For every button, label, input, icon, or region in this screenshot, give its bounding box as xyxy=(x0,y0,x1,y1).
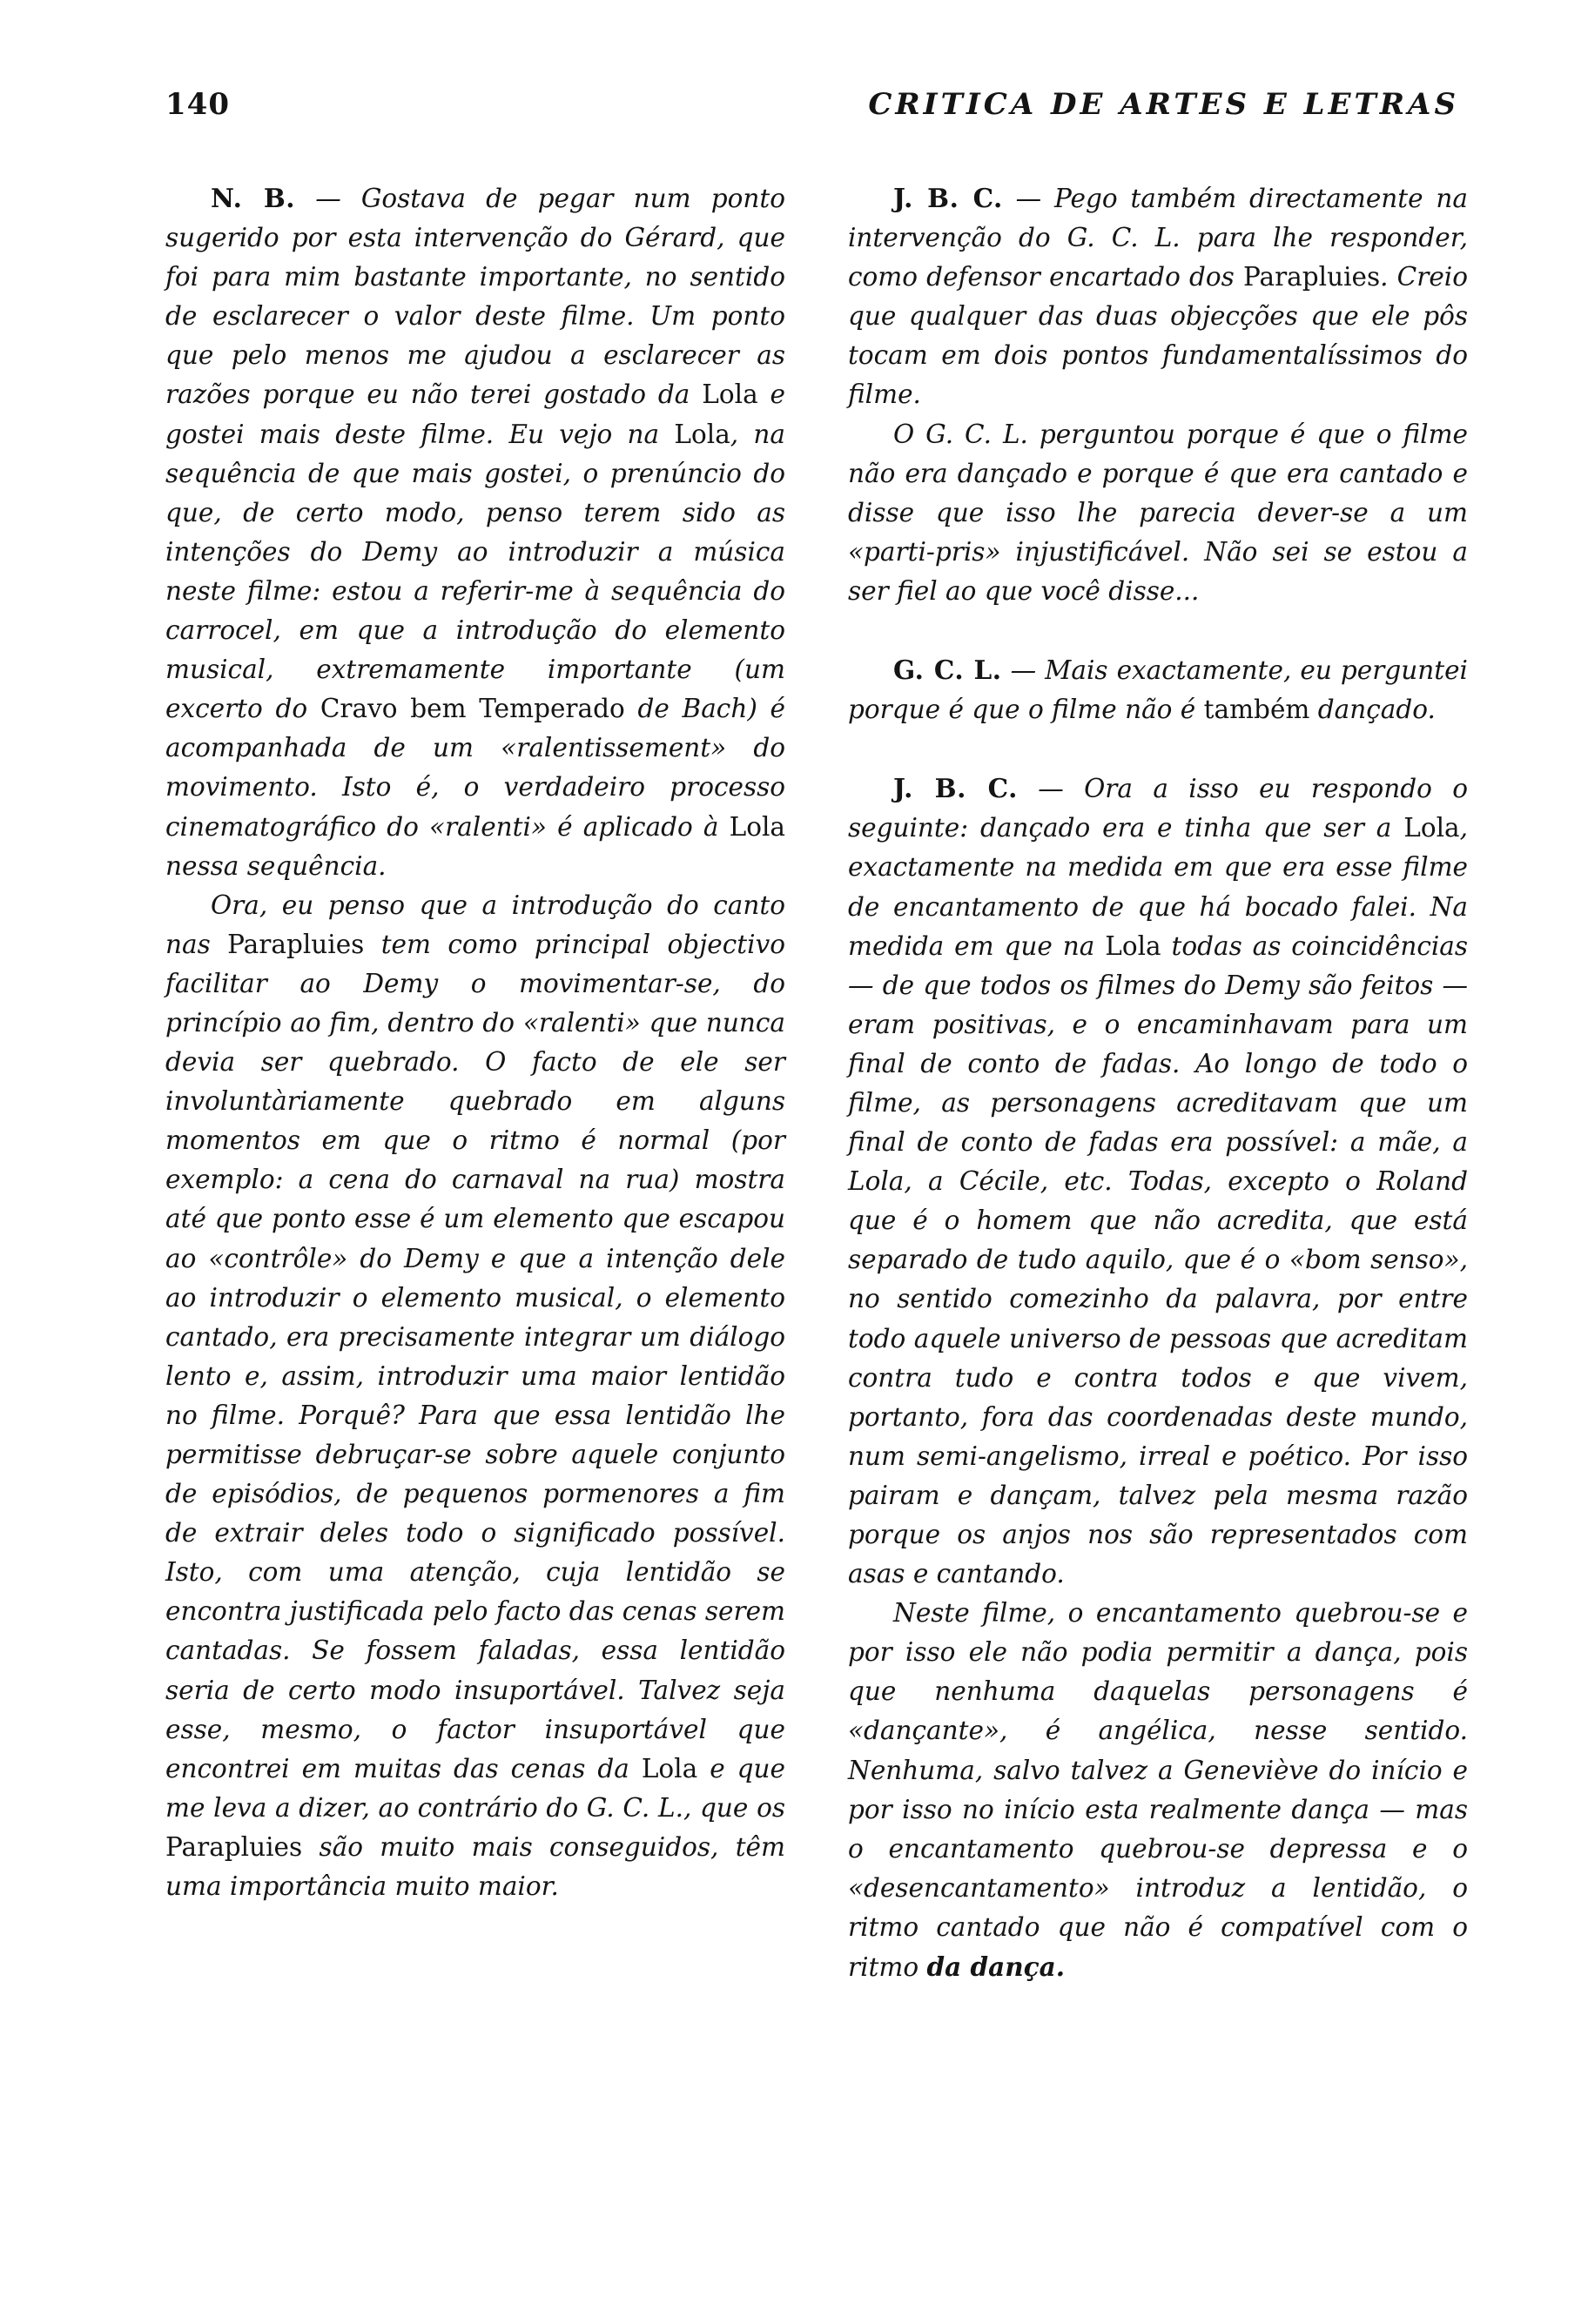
text-run: — Gostava de pegar num ponto sugerido por esta intervenção do Gérard, que foi para mim bastante importante, no sentido de esclarecer o valor deste filme. Um ponto que pelo menos me ajudou a esclarecer as razões porque eu não terei gostado da xyxy=(165,184,785,410)
text-run: , exactamente na medida em que era esse filme de encantamento de que há bocado falei. Na medida em que na xyxy=(848,813,1468,961)
title-run: Lola xyxy=(729,811,785,842)
text-run: são muito mais conseguidos, têm uma importância muito maior. xyxy=(165,1831,785,1902)
text-run: , na sequência de que mais gostei, o prenúncio do que, de certo modo, penso terem sido as intenções do Demy ao introduzir a música neste filme: estou a referir-me à sequência do carrocel, em que a introdução do elemento musical, extremamente importante (um excerto do xyxy=(165,419,786,724)
paragraph-gcl xyxy=(848,650,1468,729)
running-title: CRITICA DE ARTES E LETRAS xyxy=(868,87,1459,122)
page-number: 140 xyxy=(165,87,230,122)
left-column xyxy=(165,178,785,1906)
speaker-label: G. C. L. xyxy=(893,655,1002,686)
text-run: — Mais exactamente, eu perguntei porque é que o filme não é xyxy=(848,655,1468,725)
paragraph-jbc-2-continued xyxy=(848,1594,1468,1987)
text-run: O G. C. L. perguntou porque é que o filme não era dançado e porque é que era cantado e disse que isso lhe parecia dever-se a um «parti-pris» injustificável. Não sei se estou a ser fiel ao que você disse... xyxy=(848,419,1468,606)
text-run: . Creio que qualquer das duas objecções que ele pôs tocam em dois pontos fundamentalíssimos do filme. xyxy=(848,262,1468,410)
paragraph-jbc-1 xyxy=(848,178,1468,415)
right-column xyxy=(848,178,1468,1987)
text-run: de Bach) é acompanhada de um «ralentissement» do movimento. Isto é, o verdadeiro processo cinematográfico do «ralenti» é aplicado à xyxy=(165,694,786,842)
paragraph-jbc-1-continued xyxy=(848,415,1468,611)
title-run: Lola xyxy=(1105,930,1161,961)
text-run: tem como principal objectivo facilitar ao Demy o movimentar-se, do princípio ao fim, dentro do «ralenti» que nunca devia ser quebrado. O facto de ele ser involuntàriamente quebrado em alguns momentos em que o ritmo é normal (por exemplo: a cena do carnaval na rua) mostra até que ponto esse é um elemento que escapou ao «contrôle» do Demy e que a intenção dele ao introduzir o elemento musical, o elemento cantado, era precisamente integrar um diálogo lento e, assim, introduzir uma maior lentidão no filme. Porquê? Para que essa lentidão lhe permitisse debruçar-se sobre aquele conjunto de episódios, de pequenos pormenores a fim de extrair deles todo o significado possível. Isto, com uma atenção, cuja lentidão se encontra justificada pelo facto das cenas serem cantadas. Se fossem faladas, essa lentidão seria de certo modo insuportável. Talvez seja esse, mesmo, o factor insuportável que encontrei em muitas das cenas da xyxy=(165,929,786,1783)
text-run-bold: da dança. xyxy=(926,1951,1066,1983)
title-run: Parapluies xyxy=(1242,262,1381,292)
title-run: Parapluies xyxy=(227,929,365,959)
text-run: Neste filme, o encantamento quebrou-se e por isso ele não podia permitir a dança, pois que nenhuma daquelas personagens é «dançante», é angélica, nesse sentido. Nenhuma, salvo talvez a Geneviève do início e por isso no início esta realmente dança — mas o encantamento quebrou-se depressa e o «desencantamento» introduz a lentidão, o ritmo cantado que não é compatível com o ritmo xyxy=(848,1598,1468,1983)
title-run: Cravo bem Temperado xyxy=(320,694,625,724)
title-run: Parapluies xyxy=(165,1831,303,1862)
speaker-label: J. B. C. xyxy=(893,183,1003,213)
title-run: Lola xyxy=(674,419,730,449)
text-run: e gostei mais deste filme. Eu vejo na xyxy=(165,379,785,449)
text-run: Ora, eu penso que a introdução do canto nas xyxy=(165,890,785,959)
text-run: — Ora a isso eu respondo o seguinte: dançado era e tinha que ser a xyxy=(848,774,1468,843)
emphasis-run: também xyxy=(1203,695,1310,725)
text-run: — Pego também directamente na intervenção do G. C. L. para lhe responder, como defensor encartado dos xyxy=(848,184,1468,292)
speaker-label: N. B. xyxy=(211,183,296,213)
title-run: Lola xyxy=(1403,813,1460,843)
paragraph-nb-continued xyxy=(165,886,785,1906)
title-run: Lola xyxy=(702,379,758,410)
text-run: nessa sequência. xyxy=(165,850,387,881)
paragraph-nb xyxy=(165,178,785,886)
text-run: todas as coincidências — de que todos os filmes do Demy são feitos — eram positivas, e o encaminhavam para um final de conto de fadas. Ao longo de todo o filme, as personagens acreditavam que um final de conto de fadas era possível: a mãe, a Lola, a Cécile, etc. Todas, excepto o Roland que é o homem que não acredita, que está separado de tudo aquilo, que é o «bom senso», no sentido comezinho da palavra, por entre todo aquele universo de pessoas que acreditam contra tudo e contra todos e que vivem, portanto, fora das coordenadas deste mundo, num semi-angelismo, irreal e poético. Por isso pairam e dançam, talvez pela mesma razão porque os anjos nos são representados com asas e cantando. xyxy=(848,930,1468,1589)
speaker-label: J. B. C. xyxy=(893,773,1018,804)
text-run: dançado. xyxy=(1309,695,1436,725)
text-run: e que me leva a dizer, ao contrário do G. C. L., que os xyxy=(165,1753,785,1823)
paragraph-jbc-2 xyxy=(848,769,1468,1594)
title-run: Lola xyxy=(641,1753,698,1783)
